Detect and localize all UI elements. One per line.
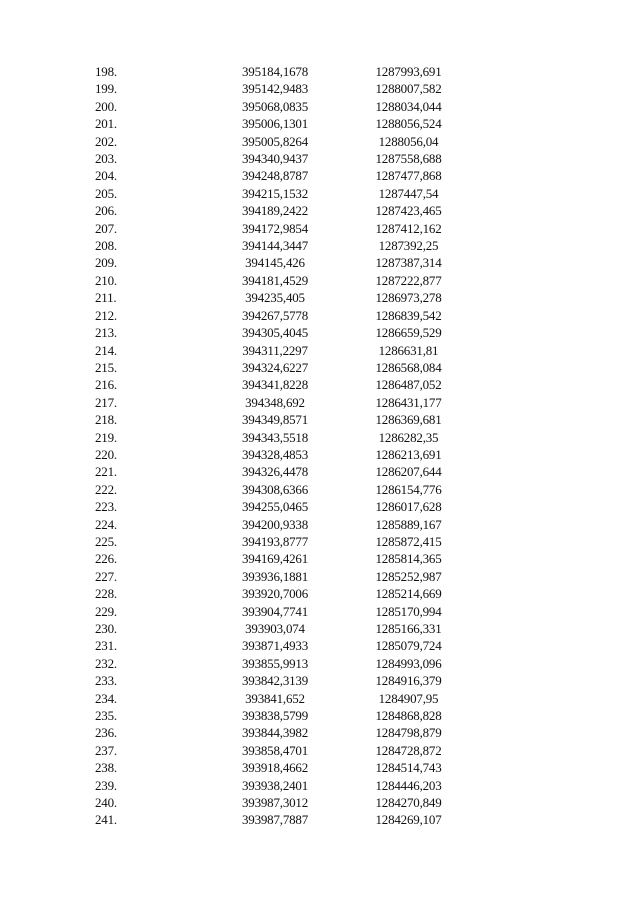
x-coordinate: 394326,4478	[241, 464, 309, 480]
table-row	[60, 115, 480, 132]
y-coordinate: 1286973,278	[375, 290, 442, 306]
table-row	[60, 359, 480, 376]
y-coordinate: 1288056,04	[378, 133, 439, 149]
table-row	[60, 237, 480, 254]
y-coordinate: 1284868,828	[375, 708, 442, 724]
x-coordinate: 393855,9913	[241, 655, 309, 671]
point-number: 231.	[95, 638, 117, 654]
x-coordinate: 393987,3012	[241, 795, 309, 811]
table-row	[60, 150, 480, 167]
point-number: 217.	[95, 394, 117, 410]
x-coordinate: 394343,5518	[241, 429, 309, 445]
point-number: 219.	[95, 429, 117, 445]
y-coordinate: 1284446,203	[375, 777, 442, 793]
point-number: 233.	[95, 673, 117, 689]
x-coordinate: 394172,9854	[241, 220, 309, 236]
y-coordinate: 1287387,314	[375, 255, 442, 271]
point-number: 237.	[95, 742, 117, 758]
point-number: 216.	[95, 377, 117, 393]
x-coordinate: 393871,4933	[241, 638, 309, 654]
coordinate-table	[60, 63, 480, 829]
y-coordinate: 1285214,669	[375, 586, 442, 602]
table-row	[60, 342, 480, 359]
y-coordinate: 1284728,872	[375, 742, 442, 758]
y-coordinate: 1287392,25	[378, 238, 439, 254]
point-number: 209.	[95, 255, 117, 271]
table-row	[60, 759, 480, 776]
y-coordinate: 1284270,849	[375, 795, 442, 811]
point-number: 203.	[95, 151, 117, 167]
table-row	[60, 655, 480, 672]
x-coordinate: 394181,4529	[241, 272, 309, 288]
y-coordinate: 1286431,177	[375, 394, 442, 410]
table-row	[60, 516, 480, 533]
y-coordinate: 1285079,724	[375, 638, 442, 654]
x-coordinate: 393904,7741	[241, 603, 309, 619]
table-row	[60, 202, 480, 219]
point-number: 223.	[95, 499, 117, 515]
x-coordinate: 394200,9338	[241, 516, 309, 532]
y-coordinate: 1286487,052	[375, 377, 442, 393]
point-number: 238.	[95, 760, 117, 776]
x-coordinate: 393844,3982	[241, 725, 309, 741]
point-number: 228.	[95, 586, 117, 602]
x-coordinate: 394349,8571	[241, 412, 309, 428]
y-coordinate: 1286207,644	[375, 464, 442, 480]
point-number: 208.	[95, 238, 117, 254]
point-number: 229.	[95, 603, 117, 619]
x-coordinate: 394305,4045	[241, 325, 309, 341]
table-row	[60, 742, 480, 759]
point-number: 210.	[95, 272, 117, 288]
x-coordinate: 394328,4853	[241, 446, 309, 462]
point-number: 202.	[95, 133, 117, 149]
y-coordinate: 1286839,542	[375, 307, 442, 323]
table-row	[60, 272, 480, 289]
table-row	[60, 394, 480, 411]
point-number: 241.	[95, 812, 117, 828]
table-row	[60, 185, 480, 202]
y-coordinate: 1288007,582	[375, 81, 442, 97]
x-coordinate: 394235,405	[245, 290, 305, 306]
point-number: 221.	[95, 464, 117, 480]
x-coordinate: 393920,7006	[241, 586, 309, 602]
y-coordinate: 1286369,681	[375, 412, 442, 428]
x-coordinate: 394169,4261	[241, 551, 309, 567]
y-coordinate: 1284269,107	[375, 812, 442, 828]
point-number: 220.	[95, 446, 117, 462]
table-row	[60, 794, 480, 811]
table-row	[60, 585, 480, 602]
table-row	[60, 98, 480, 115]
x-coordinate: 393903,074	[245, 621, 305, 636]
table-row	[60, 498, 480, 515]
x-coordinate: 395184,1678	[241, 64, 309, 79]
table-row	[60, 463, 480, 480]
point-number: 212.	[95, 307, 117, 323]
point-number: 215.	[95, 359, 117, 375]
x-coordinate: 394144,3447	[241, 238, 309, 254]
y-coordinate: 1285872,415	[375, 533, 442, 549]
table-row	[60, 307, 480, 324]
y-coordinate: 1286659,529	[375, 325, 442, 341]
y-coordinate: 1287222,877	[375, 272, 442, 288]
table-row	[60, 220, 480, 237]
y-coordinate: 1288056,524	[375, 116, 442, 132]
table-row	[60, 429, 480, 446]
table-row	[60, 80, 480, 97]
point-number: 205.	[95, 185, 117, 201]
x-coordinate: 394267,5778	[241, 307, 309, 323]
table-row	[60, 603, 480, 620]
table-row	[60, 672, 480, 689]
x-coordinate: 395005,8264	[241, 133, 309, 149]
x-coordinate: 394248,8787	[241, 168, 309, 184]
y-coordinate: 1287477,868	[375, 168, 442, 184]
table-row	[60, 254, 480, 271]
x-coordinate: 395068,0835	[241, 98, 309, 114]
point-number: 200.	[95, 98, 117, 114]
y-coordinate: 1285889,167	[375, 516, 442, 532]
point-number: 213.	[95, 325, 117, 341]
x-coordinate: 393918,4662	[241, 760, 309, 776]
x-coordinate: 394341,8228	[241, 377, 309, 393]
y-coordinate: 1284993,096	[375, 655, 442, 671]
x-coordinate: 393858,4701	[241, 742, 309, 758]
table-row	[60, 167, 480, 184]
x-coordinate: 394311,2297	[242, 342, 308, 358]
table-row	[60, 637, 480, 654]
x-coordinate: 393936,1881	[241, 568, 309, 584]
x-coordinate: 393838,5799	[241, 708, 309, 724]
x-coordinate: 393987,7887	[241, 812, 309, 828]
table-row	[60, 63, 480, 80]
x-coordinate: 394324,6227	[241, 359, 309, 375]
point-number: 236.	[95, 725, 117, 741]
x-coordinate: 394145,426	[245, 255, 305, 271]
y-coordinate: 1285170,994	[375, 603, 442, 619]
y-coordinate: 1286213,691	[375, 446, 442, 462]
x-coordinate: 394193,8777	[241, 533, 309, 549]
table-row	[60, 707, 480, 724]
table-row	[60, 550, 480, 567]
y-coordinate: 1284514,743	[375, 760, 442, 776]
point-number: 206.	[95, 203, 117, 219]
point-number: 232.	[95, 655, 117, 671]
y-coordinate: 1285252,987	[375, 568, 442, 584]
y-coordinate: 1287423,465	[375, 203, 442, 219]
y-coordinate: 1288034,044	[375, 98, 442, 114]
x-coordinate: 394215,1532	[241, 185, 309, 201]
y-coordinate: 1284916,379	[375, 673, 442, 689]
x-coordinate: 394189,2422	[241, 203, 309, 219]
table-row	[60, 481, 480, 498]
table-row	[60, 376, 480, 393]
point-number: 201.	[95, 116, 117, 132]
y-coordinate: 1286568,084	[375, 359, 442, 375]
table-row	[60, 620, 480, 637]
table-row	[60, 324, 480, 341]
y-coordinate: 1284798,879	[375, 725, 442, 741]
y-coordinate: 1286154,776	[375, 481, 442, 497]
point-number: 199.	[95, 81, 117, 97]
x-coordinate: 394308,6366	[241, 481, 309, 497]
point-number: 234.	[95, 690, 117, 706]
y-coordinate: 1285814,365	[375, 551, 442, 567]
point-number: 224.	[95, 516, 117, 532]
point-number: 239.	[95, 777, 117, 793]
x-coordinate: 393841,652	[245, 690, 305, 706]
y-coordinate: 1287993,691	[375, 64, 442, 79]
point-number: 211.	[95, 290, 117, 306]
point-number: 204.	[95, 168, 117, 184]
y-coordinate: 1286282,35	[378, 429, 439, 445]
x-coordinate: 395142,9483	[241, 81, 309, 97]
point-number: 207.	[95, 220, 117, 236]
table-row	[60, 133, 480, 150]
y-coordinate: 1287558,688	[375, 151, 442, 167]
point-number: 214.	[95, 342, 117, 358]
x-coordinate: 395006,1301	[241, 116, 309, 132]
x-coordinate: 394255,0465	[241, 499, 309, 515]
x-coordinate: 393938,2401	[241, 777, 309, 793]
table-row	[60, 690, 480, 707]
point-number: 226.	[95, 551, 117, 567]
point-number: 240.	[95, 795, 117, 811]
point-number: 218.	[95, 412, 117, 428]
y-coordinate: 1284907,95	[378, 690, 439, 706]
y-coordinate: 1287412,162	[375, 220, 442, 236]
table-row	[60, 777, 480, 794]
y-coordinate: 1286631,81	[378, 342, 439, 358]
table-row	[60, 811, 480, 828]
y-coordinate: 1285166,331	[375, 621, 442, 636]
y-coordinate: 1287447,54	[378, 185, 439, 201]
point-number: 235.	[95, 708, 117, 724]
point-number: 227.	[95, 568, 117, 584]
table-row	[60, 568, 480, 585]
table-row	[60, 411, 480, 428]
x-coordinate: 394340,9437	[241, 151, 309, 167]
x-coordinate: 393842,3139	[241, 673, 309, 689]
point-number: 222.	[95, 481, 117, 497]
table-row	[60, 533, 480, 550]
table-row	[60, 289, 480, 306]
point-number: 225.	[95, 533, 117, 549]
point-number: 230.	[95, 621, 117, 636]
table-row	[60, 724, 480, 741]
table-row	[60, 446, 480, 463]
point-number: 198.	[95, 64, 117, 79]
x-coordinate: 394348,692	[245, 394, 305, 410]
coordinate-table-body	[60, 63, 480, 829]
y-coordinate: 1286017,628	[375, 499, 442, 515]
